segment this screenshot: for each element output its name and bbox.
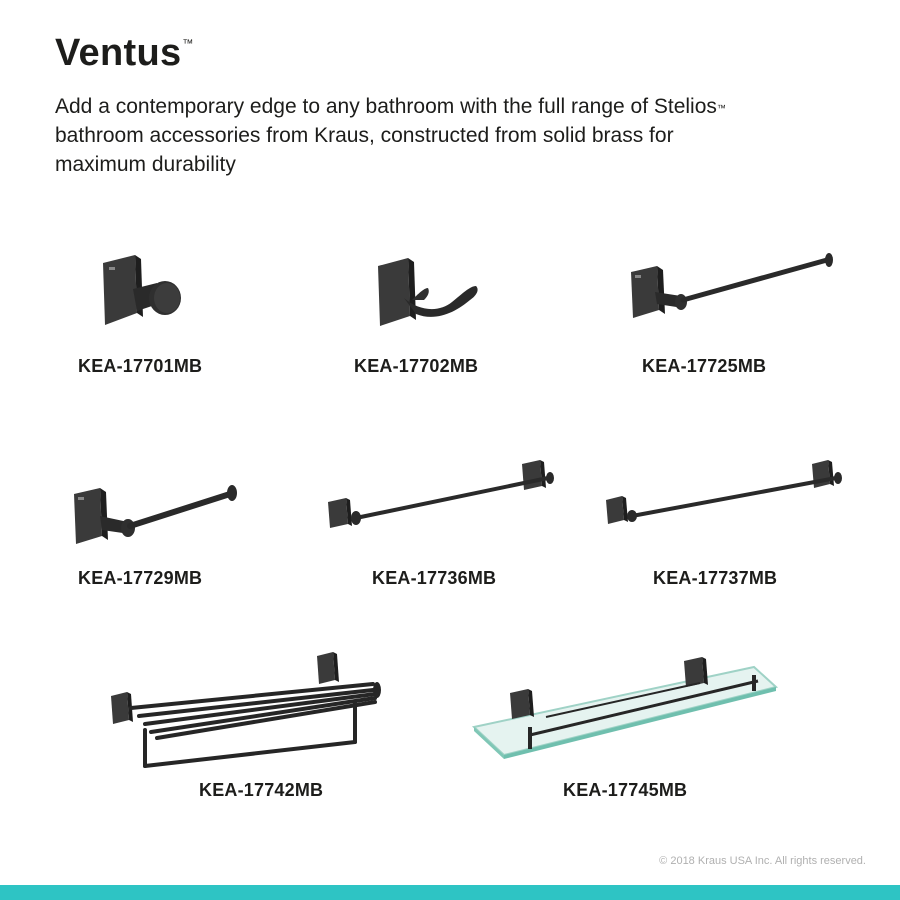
glass-shelf-icon [470,655,780,763]
description-line-1 [55,92,855,121]
product-sku: KEA-17737MB [653,568,778,588]
description-line-2: bathroom accessories from Kraus, constructed from solid brass for [55,124,674,147]
product-sku: KEA-17725MB [642,356,767,376]
product-sku: KEA-17736MB [372,568,497,588]
towel-bar-long-icon [600,458,846,528]
description-line-1-text: Add a contemporary edge to any bathroom with the full range of Stelios [55,95,717,118]
robe-hook-icon [95,245,195,335]
hand-towel-bar-icon [625,248,845,328]
product-sku: KEA-17729MB [78,568,203,588]
description-line-3: maximum durability [55,153,236,176]
brand-title-text: Ventus [55,32,182,74]
description [55,92,855,179]
accent-bar [0,885,900,900]
product-sku: KEA-17745MB [563,780,688,800]
paper-holder-icon [70,480,250,550]
towel-bar-icon [322,458,562,534]
product-sku: KEA-17701MB [78,356,203,376]
product-sku: KEA-17702MB [354,356,479,376]
towel-rack-shelf-icon [105,650,385,772]
trademark-mark: ™ [182,38,194,50]
product-sku: KEA-17742MB [199,780,324,800]
double-robe-hook-icon [370,250,490,330]
description-trademark: ™ [716,103,726,113]
copyright-notice: © 2018 Kraus USA Inc. All rights reserved. [659,855,866,867]
brand-title [55,32,193,75]
